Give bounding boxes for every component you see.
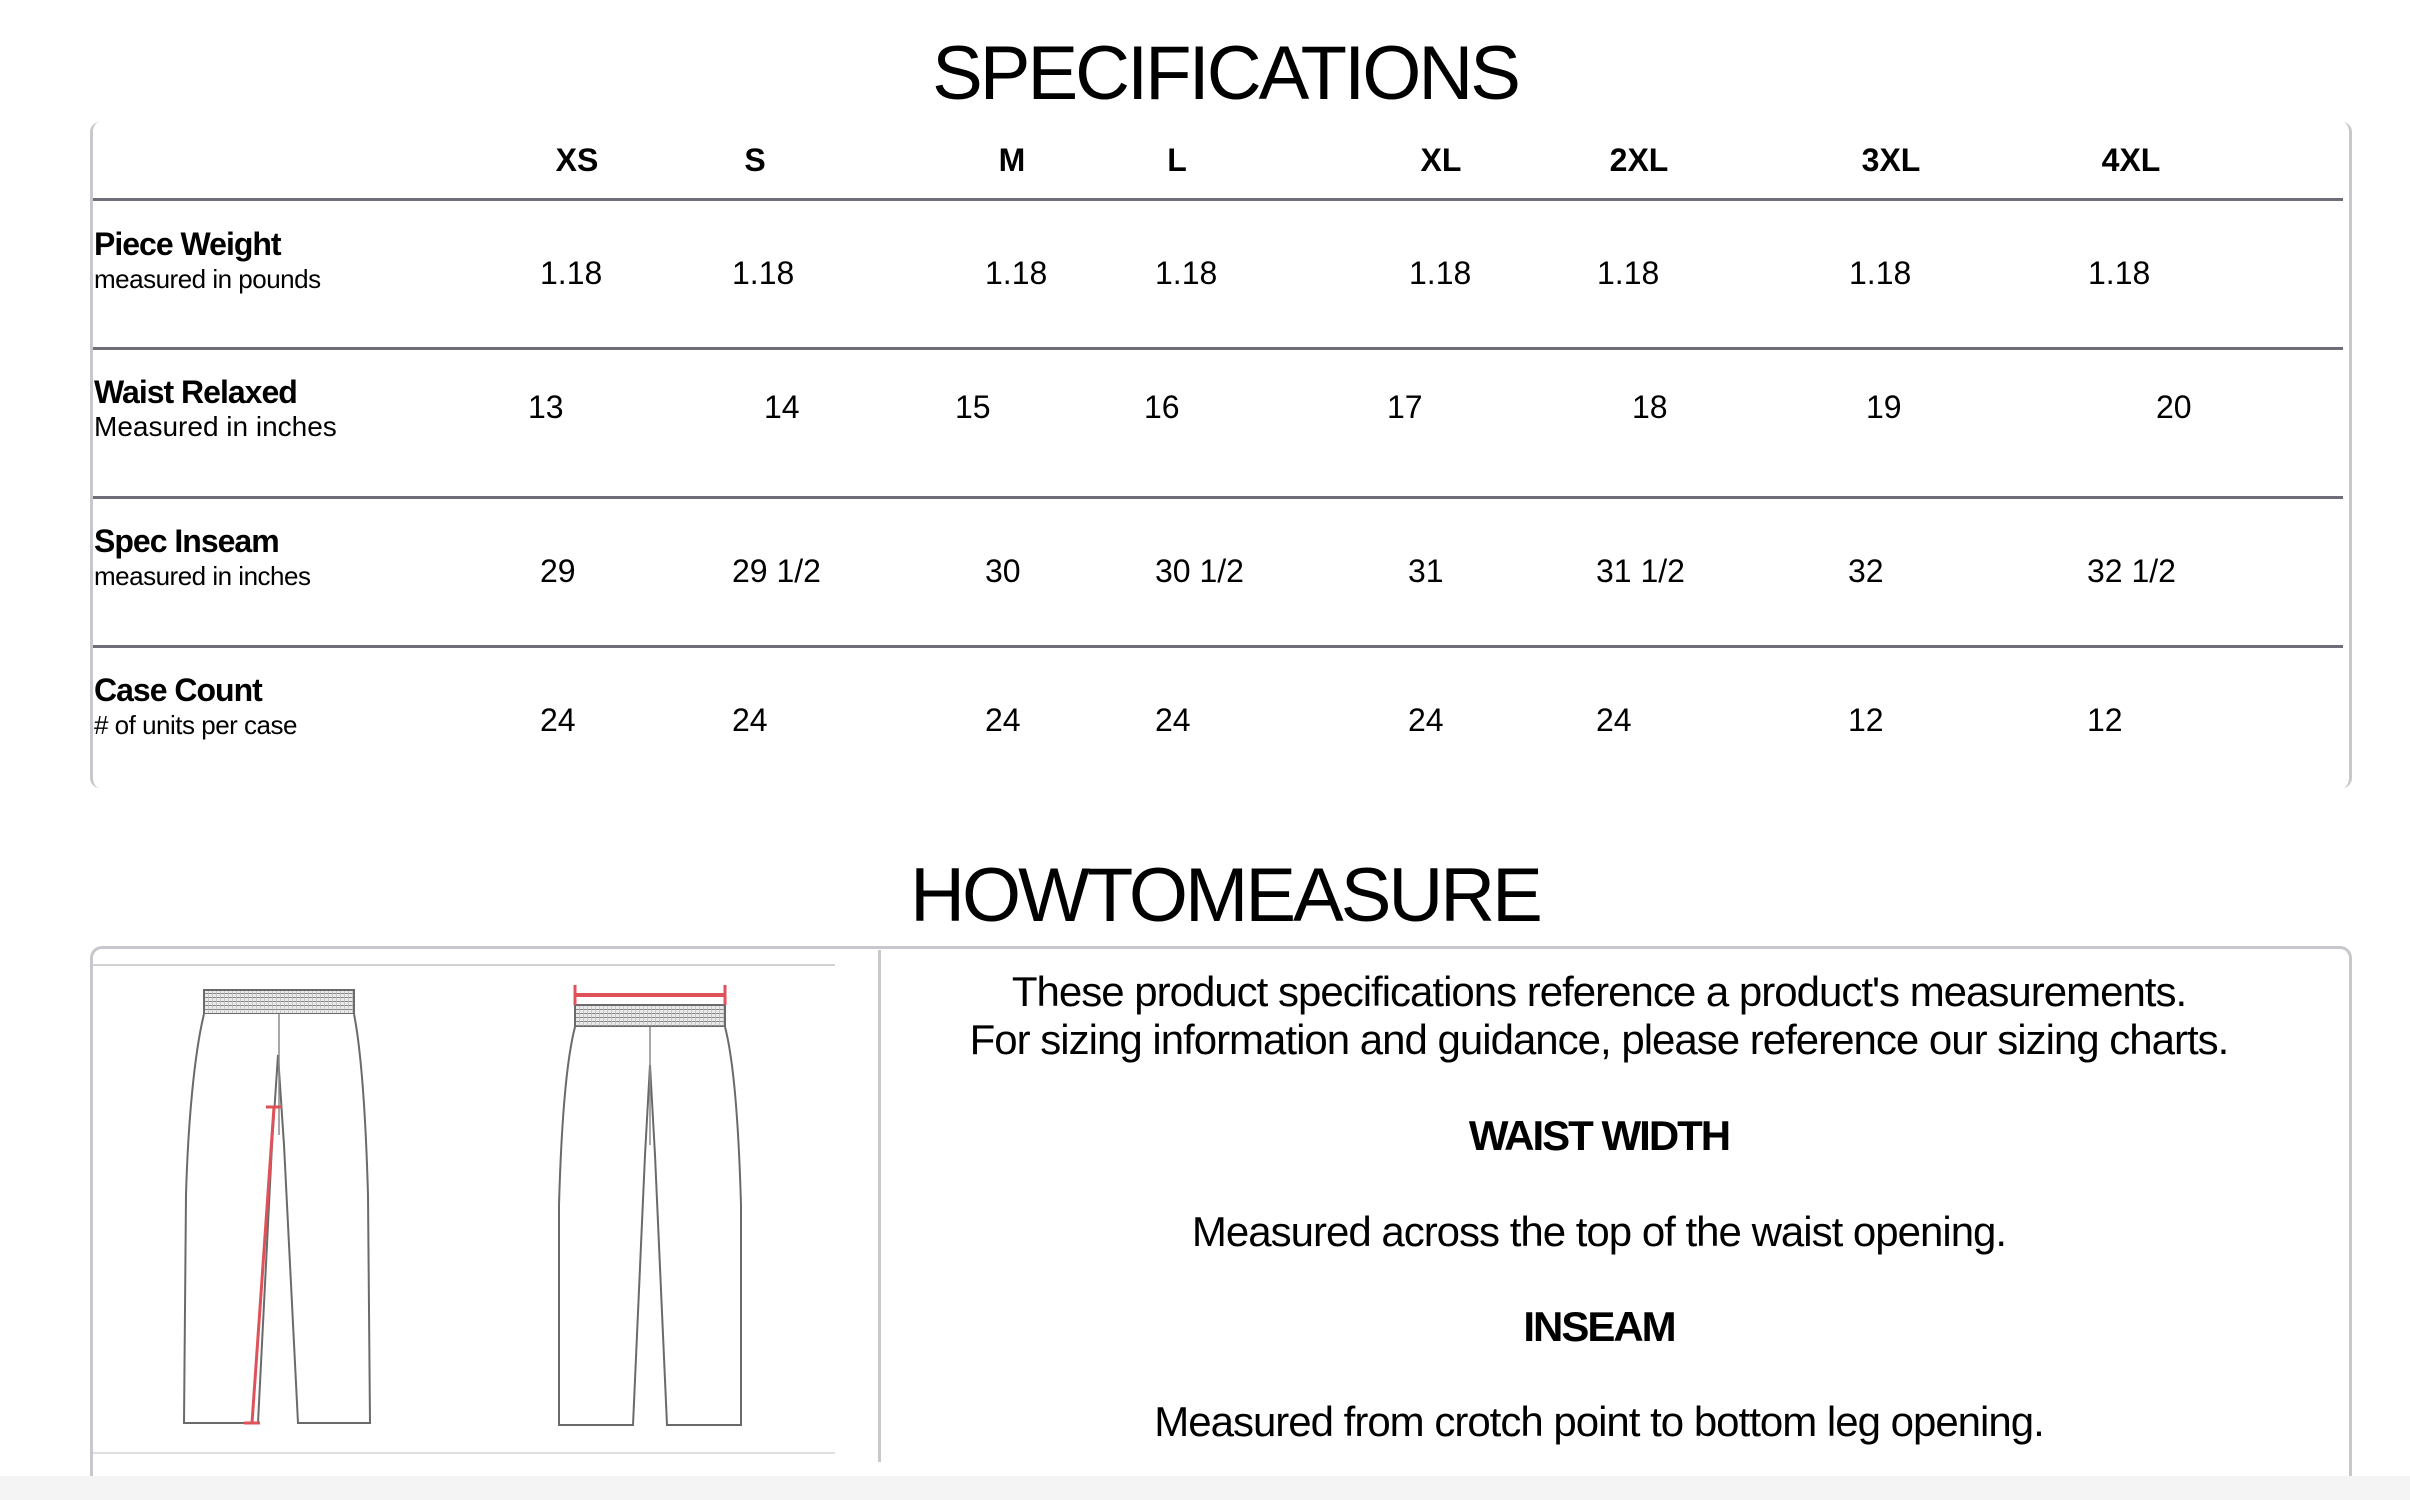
how-to-measure-divider [878, 950, 881, 1462]
page-bottom-strip [0, 1476, 2410, 1500]
intro-line-2: For sizing information and guidance, please reference our sizing charts. [969, 1016, 2229, 1063]
how-to-measure-title: HOWTOMEASURE [910, 853, 1540, 938]
row-title: Waist Relaxed [94, 374, 297, 410]
cell-piece-weight-l: 1.18 [1155, 255, 1218, 291]
waist-width-description: Measured across the top of the waist opening. [1191, 1208, 2007, 1255]
cell-piece-weight-3xl: 1.18 [1849, 255, 1912, 291]
cell-waist-relaxed-3xl: 19 [1866, 389, 1902, 425]
cell-case-count-s: 24 [732, 702, 768, 738]
row-subtitle: measured in pounds [94, 264, 321, 294]
cell-waist-relaxed-4xl: 20 [2156, 389, 2192, 425]
cell-waist-relaxed-l: 16 [1144, 389, 1180, 425]
cell-piece-weight-4xl: 1.18 [2088, 255, 2151, 291]
diagram-frame-bottom [93, 1452, 835, 1454]
cell-case-count-xl: 24 [1408, 702, 1444, 738]
size-header-xl: XL [1420, 142, 1462, 178]
cell-case-count-4xl: 12 [2087, 702, 2123, 738]
cell-case-count-xs: 24 [540, 702, 576, 738]
specifications-table-frame [90, 122, 2352, 788]
row-subtitle: Measured in inches [94, 411, 337, 442]
cell-case-count-l: 24 [1155, 702, 1191, 738]
waist-width-heading: WAIST WIDTH [1468, 1112, 1730, 1159]
row-title: Case Count [94, 672, 262, 708]
cell-spec-inseam-3xl: 32 [1848, 553, 1884, 589]
size-header-3xl: 3XL [1861, 142, 1921, 178]
cell-spec-inseam-4xl: 32 1/2 [2087, 553, 2176, 589]
cell-case-count-m: 24 [985, 702, 1021, 738]
cell-spec-inseam-l: 30 1/2 [1155, 553, 1244, 589]
cell-case-count-2xl: 24 [1596, 702, 1632, 738]
cell-spec-inseam-xl: 31 [1408, 553, 1444, 589]
size-header-4xl: 4XL [2101, 142, 2161, 178]
pants-inseam-diagram-icon [180, 985, 380, 1430]
size-header-l: L [1167, 142, 1187, 178]
row-label-piece-weight [94, 225, 321, 295]
row-subtitle: measured in inches [94, 561, 311, 591]
cell-case-count-3xl: 12 [1848, 702, 1884, 738]
cell-piece-weight-s: 1.18 [732, 255, 795, 291]
cell-waist-relaxed-s: 14 [764, 389, 800, 425]
size-header-xs: XS [555, 142, 599, 178]
cell-waist-relaxed-2xl: 18 [1632, 389, 1668, 425]
row-subtitle: # of units per case [94, 710, 297, 740]
table-rule-2 [93, 496, 2343, 499]
cell-piece-weight-2xl: 1.18 [1597, 255, 1660, 291]
specifications-title: SPECIFICATIONS [932, 31, 1518, 116]
row-title: Piece Weight [94, 226, 281, 262]
intro-line-1: These product specifications reference a product's measurements. [1011, 968, 2187, 1015]
cell-piece-weight-xl: 1.18 [1409, 255, 1472, 291]
cell-spec-inseam-xs: 29 [540, 553, 576, 589]
cell-waist-relaxed-m: 15 [955, 389, 991, 425]
size-header-s: S [744, 142, 766, 178]
cell-spec-inseam-2xl: 31 1/2 [1596, 553, 1685, 589]
cell-piece-weight-xs: 1.18 [540, 255, 603, 291]
inseam-description: Measured from crotch point to bottom leg opening. [1154, 1398, 2044, 1445]
row-title: Spec Inseam [94, 523, 279, 559]
inseam-heading: INSEAM [1523, 1303, 1675, 1350]
cell-waist-relaxed-xl: 17 [1387, 389, 1423, 425]
size-header-m: M [998, 142, 1026, 178]
table-rule-3 [93, 645, 2343, 648]
diagram-frame-top [93, 964, 835, 966]
row-label-case-count [94, 671, 297, 741]
row-label-waist-relaxed [94, 373, 337, 443]
pants-waist-diagram-icon [555, 985, 755, 1430]
table-rule-1 [93, 347, 2343, 350]
cell-piece-weight-m: 1.18 [985, 255, 1048, 291]
cell-waist-relaxed-xs: 13 [528, 389, 564, 425]
row-label-spec-inseam [94, 522, 310, 592]
table-rule-header [93, 198, 2343, 201]
cell-spec-inseam-m: 30 [985, 553, 1021, 589]
size-header-2xl: 2XL [1609, 142, 1669, 178]
cell-spec-inseam-s: 29 1/2 [732, 553, 821, 589]
